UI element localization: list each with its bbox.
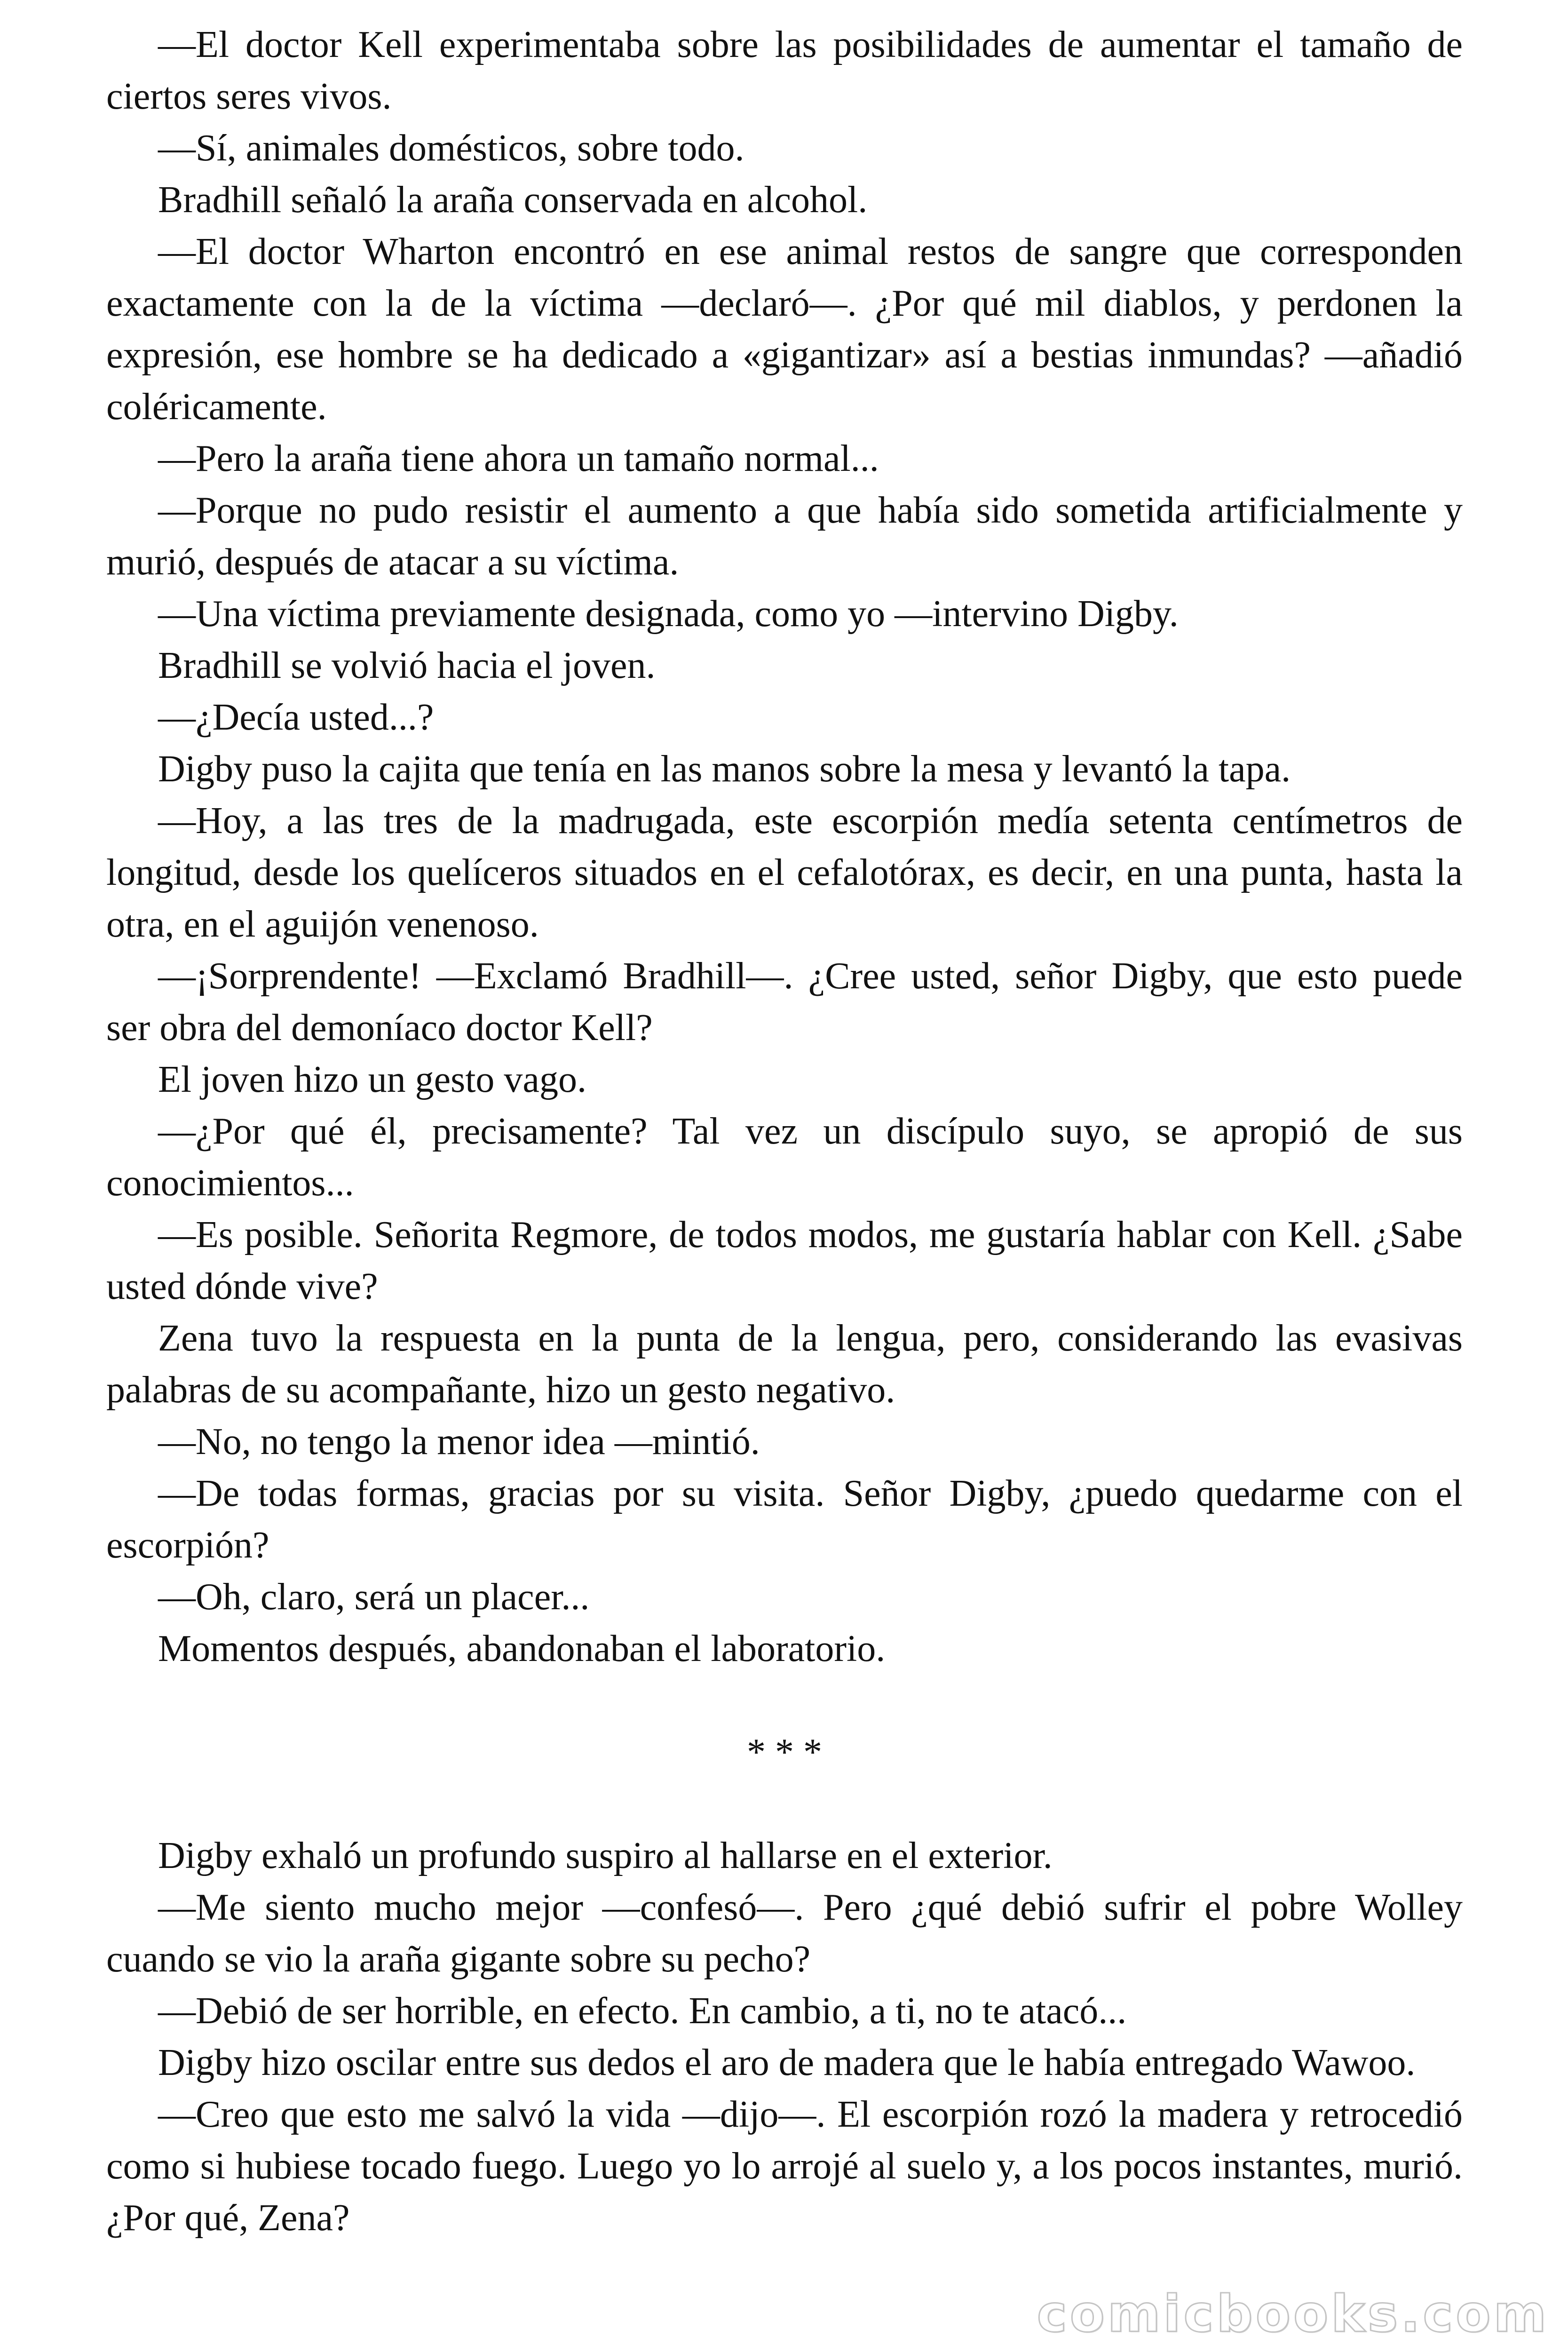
paragraph: —Me siento mucho mejor —confesó—. Pero ¿qué debió sufrir el pobre Wolley cuando se vio la araña gigante sobre su pecho? — [106, 1887, 1463, 1980]
paragraph: Digby hizo oscilar entre sus dedos el aro de madera que le había entregado Wawoo. — [158, 2042, 1416, 2083]
paragraph: Bradhill señaló la araña conservada en alcohol. — [158, 179, 868, 221]
paragraph: Digby exhaló un profundo suspiro al hallarse en el exterior. — [158, 1835, 1053, 1876]
watermark: comicbooks.com — [1037, 2285, 1549, 2344]
paragraph: Bradhill se volvió hacia el joven. — [158, 645, 656, 686]
paragraph: —El doctor Wharton encontró en ese animal restos de sangre que corresponden exactamente con la de la víctima —declaró—. ¿Por qué mil diablos, y perdonen la expresión, ese hombre se ha dedicado a «gigantizar» así a bestias inmundas? —añadió coléricamente. — [106, 231, 1463, 428]
paragraph: —¡Sorprendente! —Exclamó Bradhill—. ¿Cree usted, señor Digby, que esto puede ser obra del demoníaco doctor Kell? — [106, 955, 1463, 1049]
text-before-break — [106, 19, 1463, 1675]
paragraph: —No, no tengo la menor idea —mintió. — [158, 1421, 760, 1462]
paragraph: —El doctor Kell experimentaba sobre las posibilidades de aumentar el tamaño de ciertos seres vivos. — [106, 24, 1463, 117]
page-text — [106, 19, 1463, 2244]
paragraph: —Hoy, a las tres de la madrugada, este escorpión medía setenta centímetros de longitud, desde los quelíceros situados en el cefalotórax, es decir, en una punta, hasta la otra, en el aguijón venenoso. — [106, 800, 1463, 945]
paragraph: —Una víctima previamente designada, como yo —intervino Digby. — [158, 593, 1179, 635]
paragraph: —Oh, claro, será un placer... — [158, 1576, 590, 1618]
paragraph: Digby puso la cajita que tenía en las manos sobre la mesa y levantó la tapa. — [158, 748, 1291, 790]
paragraph: —De todas formas, gracias por su visita. Señor Digby, ¿puedo quedarme con el escorpión? — [106, 1473, 1463, 1566]
paragraph: Zena tuvo la respuesta en la punta de la lengua, pero, considerando las evasivas palabras de su acompañante, hizo un gesto negativo. — [106, 1318, 1463, 1411]
paragraph: —Pero la araña tiene ahora un tamaño normal... — [158, 438, 879, 479]
paragraph: Momentos después, abandonaban el laboratorio. — [158, 1628, 886, 1669]
paragraph: —Creo que esto me salvó la vida —dijo—. El escorpión rozó la madera y retrocedió como si hubiese tocado fuego. Luego yo lo arrojé al suelo y, a los pocos instantes, murió. ¿Por qué, Zena? — [106, 2094, 1463, 2239]
text-after-break — [106, 1830, 1463, 2244]
paragraph: —Sí, animales domésticos, sobre todo. — [158, 127, 744, 169]
paragraph: —¿Decía usted...? — [158, 697, 434, 738]
paragraph: —Porque no pudo resistir el aumento a que había sido sometida artificialmente y murió, después de atacar a su víctima. — [106, 490, 1463, 583]
paragraph: El joven hizo un gesto vago. — [158, 1059, 586, 1100]
section-break: * * * — [747, 1732, 822, 1773]
paragraph: —Debió de ser horrible, en efecto. En cambio, a ti, no te atacó... — [158, 1990, 1127, 2032]
paragraph: —¿Por qué él, precisamente? Tal vez un discípulo suyo, se apropió de sus conocimientos... — [106, 1111, 1463, 1204]
paragraph: —Es posible. Señorita Regmore, de todos modos, me gustaría hablar con Kell. ¿Sabe usted dónde vive? — [106, 1214, 1463, 1307]
